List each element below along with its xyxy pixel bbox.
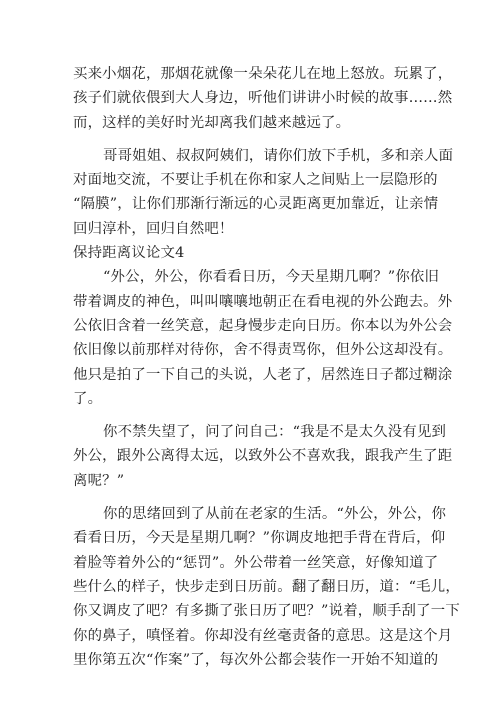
- text-line: “外公，外公，你看看日历，今天星期几啊？”你依旧: [103, 269, 440, 286]
- text-line: 你又调皮了吧？有多撕了张日历了吧？”说着，顺手刮了一下: [73, 603, 460, 620]
- text-line: 你的鼻子，嗔怪着。你却没有丝毫责备的意思。这是这个月: [73, 627, 453, 644]
- text-line: 些什么的样子，快步走到日历前。翻了翻日历，道：“毛儿，: [73, 578, 460, 595]
- paragraph-2: [73, 144, 454, 241]
- text-line: 孩子们就依偎到大人身边，听他们讲讲小时候的故事……然: [73, 90, 453, 107]
- text-line: 他只是拍了一下自己的头说，人老了，居然连日子都过糊涂: [73, 366, 453, 383]
- paragraph-3: [73, 265, 453, 411]
- text-line: 公依旧含着一丝笑意，起身慢步走向日历。你本以为外公会: [73, 317, 453, 334]
- text-line: 买来小烟花，那烟花就像一朵朵花儿在地上怒放。玩累了，: [73, 66, 453, 82]
- text-line: “隔膜”，让你们那渐行渐远的心灵距离更加靠近，让亲情: [73, 196, 439, 213]
- text-line: 了。: [73, 390, 103, 407]
- paragraph-4: [73, 420, 453, 493]
- text-line: 离呢？”: [73, 472, 125, 489]
- text-line: 对面地交流，不要让手机在你和家人之间贴上一层隐形的: [73, 172, 438, 189]
- text-line: 看看日历，今天是星期几啊？”你调皮地把手背在背后，仰: [73, 530, 446, 547]
- text-line: 带着调皮的神色，叫叫嚷嚷地朝正在看电视的外公跑去。外: [73, 293, 453, 310]
- text-line: 而，这样的美好时光却离我们越来越远了。: [73, 114, 351, 131]
- text-line: 你不禁失望了，问了问自己：“我是不是太久没有见到: [103, 424, 447, 441]
- text-line: 着脸等着外公的“惩罚”。外公带着一丝笑意，好像知道了: [73, 554, 439, 571]
- paragraph-5: [73, 502, 460, 672]
- section-heading: 保持距离议论文4: [73, 245, 185, 262]
- text-line: 外公，跟外公离得太远，以致外公不喜欢我，跟我产生了距: [73, 448, 453, 465]
- document-body: [73, 62, 460, 672]
- text-line: 回归淳朴，回归自然吧！: [73, 220, 234, 237]
- text-line: 哥哥姐姐、叔叔阿姨们，请你们放下手机，多和亲人面: [103, 147, 454, 164]
- text-line: 依旧像以前那样对待你，舍不得责骂你，但外公这却没有。: [73, 342, 453, 359]
- paragraph-1: [73, 62, 453, 135]
- text-line: 里你第五次“作案”了，每次外公都会装作一开始不知道的: [73, 651, 439, 668]
- text-line: 你的思绪回到了从前在老家的生活。“外公，外公，你: [103, 506, 447, 523]
